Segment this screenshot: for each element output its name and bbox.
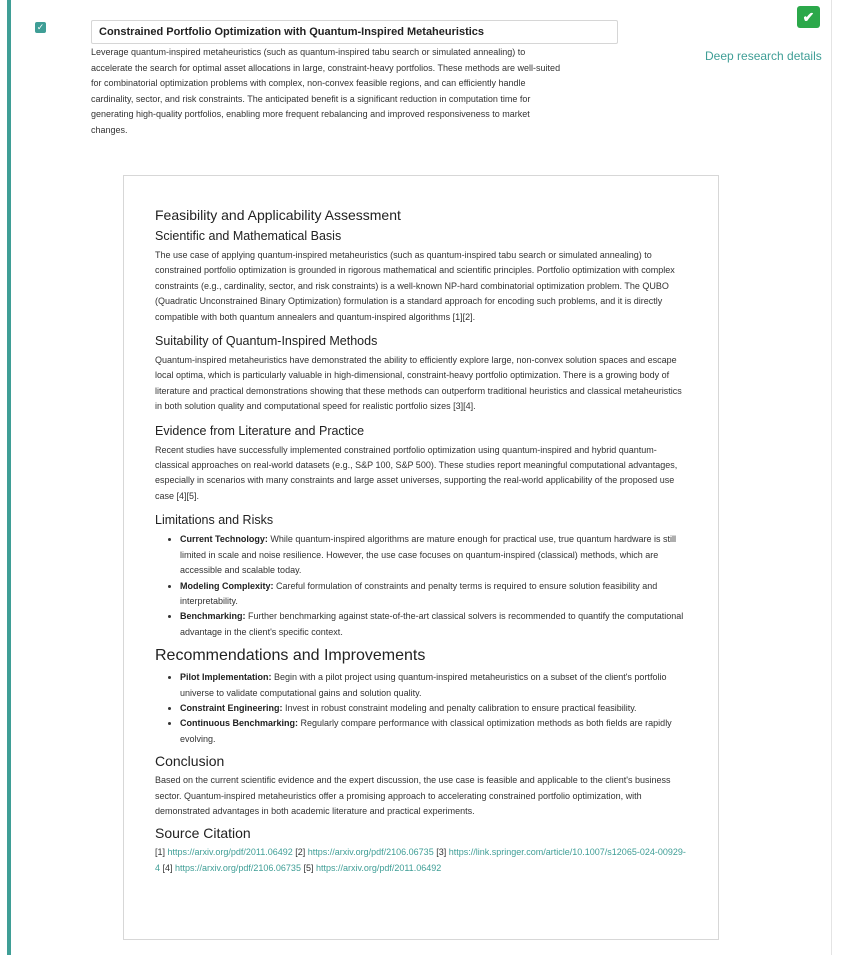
- list-item: • Benchmarking: Further benchmarking against state-of-the-art classical solvers is recommended to quantify the computational advantage in the client's specific context.: [180, 609, 688, 640]
- list-item: • Pilot Implementation: Begin with a pilot project using quantum-inspired metaheuristics on a subset of the client's portfolio universe to validate computational gains and solution quality.: [180, 670, 688, 701]
- select-checkbox[interactable]: [35, 22, 46, 33]
- citation-list: [1] https://arxiv.org/pdf/2011.06492 [2] https://arxiv.org/pdf/2106.06735 [3] https://link.springer.com/article/10.1007/s12065-024-00929-4 [4] https://arxiv.org/pdf/2106.06735 [5] https://arxiv.org/pdf/2011.06492: [155, 847, 686, 873]
- citation-link-5[interactable]: https://arxiv.org/pdf/2011.06492: [315, 862, 442, 873]
- list-item: • Constraint Engineering: Invest in robust constraint modeling and penalty calibration to ensure practical feasibility.: [180, 701, 688, 716]
- heading-evidence: Evidence from Literature and Practice: [155, 423, 365, 438]
- heading-recommendations: Recommendations and Improvements: [155, 647, 426, 665]
- deep-research-details-link[interactable]: Deep research details: [705, 49, 822, 63]
- checkmark-icon: ✔: [802, 9, 815, 25]
- list-item: • Current Technology: While quantum-inspired algorithms are mature enough for practical use, true quantum hardware is still limited in scale and noise resilience. However, the use case focuses on quantum-inspired (classical) methods, which are accessible and scalable today.: [180, 532, 688, 578]
- heading-feasibility: Feasibility and Applicability Assessment: [155, 207, 401, 223]
- research-report-panel: [123, 175, 719, 940]
- citation-link-4[interactable]: https://arxiv.org/pdf/2106.06735: [175, 862, 301, 873]
- paragraph-conclusion: Based on the current scientific evidence and the expert discussion, the use case is feasible and applicable to the client's business sector. Quantum-inspired metaheuristics offer a promising approach to accelerating constrained portfolio optimization, with demonstrated advantages in both academic literature and practical experiments.: [155, 775, 671, 816]
- citation-link-1[interactable]: https://arxiv.org/pdf/2011.06492: [167, 847, 293, 858]
- citation-link-2[interactable]: https://arxiv.org/pdf/2106.06735: [307, 847, 434, 858]
- heading-source-citation: Source Citation: [155, 825, 251, 842]
- paragraph-suitability: Quantum-inspired metaheuristics have demonstrated the ability to efficiently explore large, non-convex solution spaces and escape local optima, which is particularly valuable in high-dimensional, constraint-heavy portfolio optimization. There is a growing body of literature and practical demonstrations showing that these methods can outperform traditional heuristics and classical metaheuristics in both solution quality and computational speed for realistic portfolio sizes [3][4].: [155, 355, 682, 412]
- list-item: • Continuous Benchmarking: Regularly compare performance with classical optimization methods as both fields are rapidly evolving.: [180, 716, 688, 747]
- approved-check-button[interactable]: [797, 6, 820, 28]
- right-divider: [831, 0, 832, 955]
- heading-limitations: Limitations and Risks: [155, 513, 274, 528]
- heading-suitability: Suitability of Quantum-Inspired Methods: [155, 334, 378, 349]
- heading-conclusion: Conclusion: [155, 753, 225, 770]
- risks-list: [155, 532, 688, 640]
- usecase-summary: Leverage quantum-inspired metaheuristics (such as quantum-inspired tabu search or simulated annealing) to accelerate the search for optimal asset allocations in large, constraint-heavy portfolios. These methods are well-suited for combinatorial optimization problems with complex, non-convex feasible regions, and can efficiently handle cardinality, sector, and risk constraints. The anticipated benefit is a significant reduction in computation time for generating high-quality portfolios, enabling more frequent rebalancing and improved responsiveness to market changes.: [91, 47, 561, 135]
- paragraph-scientific-basis: The use case of applying quantum-inspired metaheuristics (such as quantum-inspired tabu search or simulated annealing) to constrained portfolio optimization is grounded in rigorous mathematical and scientific principles. Portfolio optimization with complex constraints (e.g., cardinality, sector, and risk constraints) is a well-known NP-hard combinatorial optimization problem. The QUBO (Quadratic Unconstrained Binary Optimization) formulation is a standard approach for encoding such problems, and it is directly compatible with both quantum annealers and quantum-inspired algorithms [1][2].: [155, 250, 675, 322]
- list-item: • Modeling Complexity: Careful formulation of constraints and penalty terms is required to ensure solution feasibility and interpretability.: [180, 579, 688, 610]
- check-icon: ✓: [36, 22, 45, 32]
- recommendations-list: [155, 670, 688, 747]
- heading-scientific-basis: Scientific and Mathematical Basis: [155, 229, 342, 243]
- paragraph-evidence: Recent studies have successfully implemented constrained portfolio optimization using quantum-inspired and hybrid quantum-classical approaches on real-world datasets (e.g., S&P 100, S&P 500). These studies report meaningful computational advantages, especially in scenarios with many constraints and large asset universes, supporting the real-world applicability of the proposed use case [4][5].: [155, 444, 678, 501]
- citation-link-3[interactable]: https://link.springer.com/article/10.1007/s12065-024-00929-4: [155, 847, 686, 873]
- usecase-title-input[interactable]: [91, 20, 618, 44]
- left-accent-bar: [7, 0, 11, 955]
